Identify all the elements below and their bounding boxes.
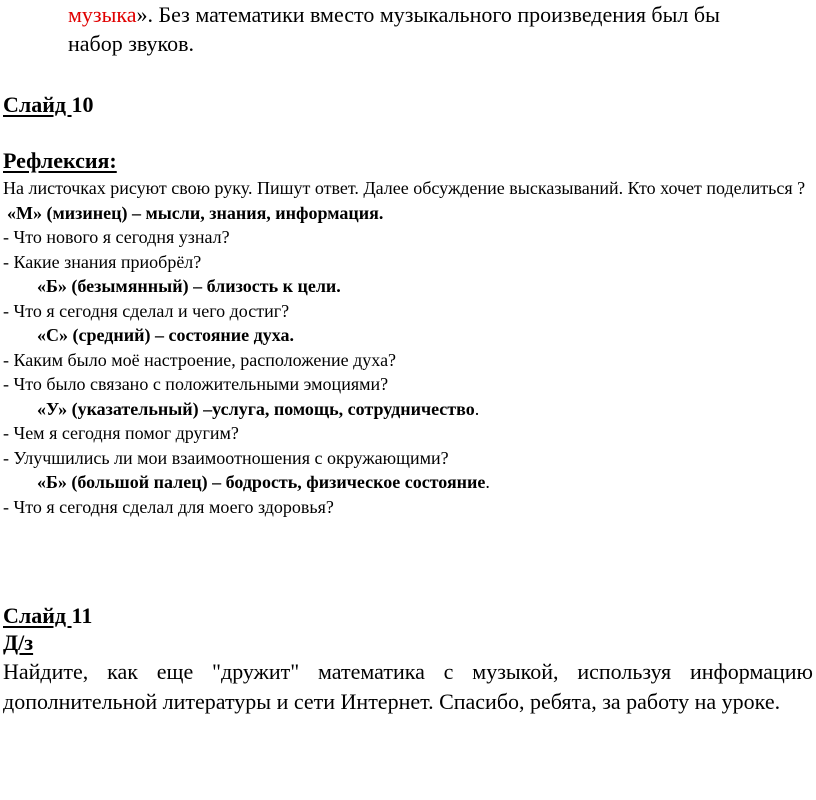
finger-title-thumb: «Б» (большой палец) – бодрость, физическое состояние.: [37, 472, 490, 492]
question-item: - Чем я сегодня помог другим?: [3, 423, 239, 443]
question-item: - Что было связано с положительными эмоциями?: [3, 374, 389, 394]
question-item: - Улучшились ли мои взаимоотношения с окружающими?: [3, 447, 449, 468]
slide-10-word: Слайд: [3, 92, 72, 117]
finger-title-ring: «Б» (безымянный) – близость к цели.: [37, 276, 341, 296]
finger-title-index: «У» (указательный) –услуга, помощь, сотрудничество.: [37, 398, 480, 419]
homework-heading: [3, 630, 33, 656]
intro-line-1: [68, 0, 816, 29]
slide-10-number: 10: [71, 92, 94, 117]
question-item: - Что я сегодня сделал и чего достиг?: [3, 300, 290, 321]
reflection-heading: [3, 148, 117, 174]
question-item: - Каким было моё настроение, расположение духа?: [3, 349, 397, 370]
homework-text: Найдите, как еще "дружит" математика с музыкой, используя информацию дополнительной литературы и сети Интернет. Спасибо, ребята, за работу на уроке.: [3, 659, 813, 714]
question-item: - Что нового я сегодня узнал?: [3, 227, 230, 247]
reflection-body: [3, 176, 816, 519]
intro-line-1-text: ». Без математики вместо музыкального произведения был бы: [136, 2, 720, 27]
slide-10-heading: [3, 92, 94, 118]
slide-11-heading: [3, 603, 92, 629]
intro-paragraph: [68, 0, 816, 58]
slide-11-number: 11: [71, 603, 93, 628]
homework-title: Д/з: [3, 630, 34, 655]
reflection-title: Рефлексия:: [3, 148, 117, 173]
finger-title-middle: «С» (средний) – состояние духа.: [37, 325, 295, 345]
question-item: - Какие знания приобрёл?: [3, 251, 202, 272]
reflection-intro-text: На листочках рисуют свою руку. Пишут ответ. Далее обсуждение высказываний. Кто хочет поделиться ?: [3, 178, 806, 198]
question-item: - Что я сегодня сделал для моего здоровья?: [3, 496, 334, 517]
finger-title-pinky: «М» (мизинец) – мысли, знания, информация.: [7, 202, 384, 223]
slide-11-word: Слайд: [3, 603, 72, 628]
intro-line-2: набор звуков.: [68, 31, 195, 56]
highlighted-word: музыка: [68, 2, 137, 27]
